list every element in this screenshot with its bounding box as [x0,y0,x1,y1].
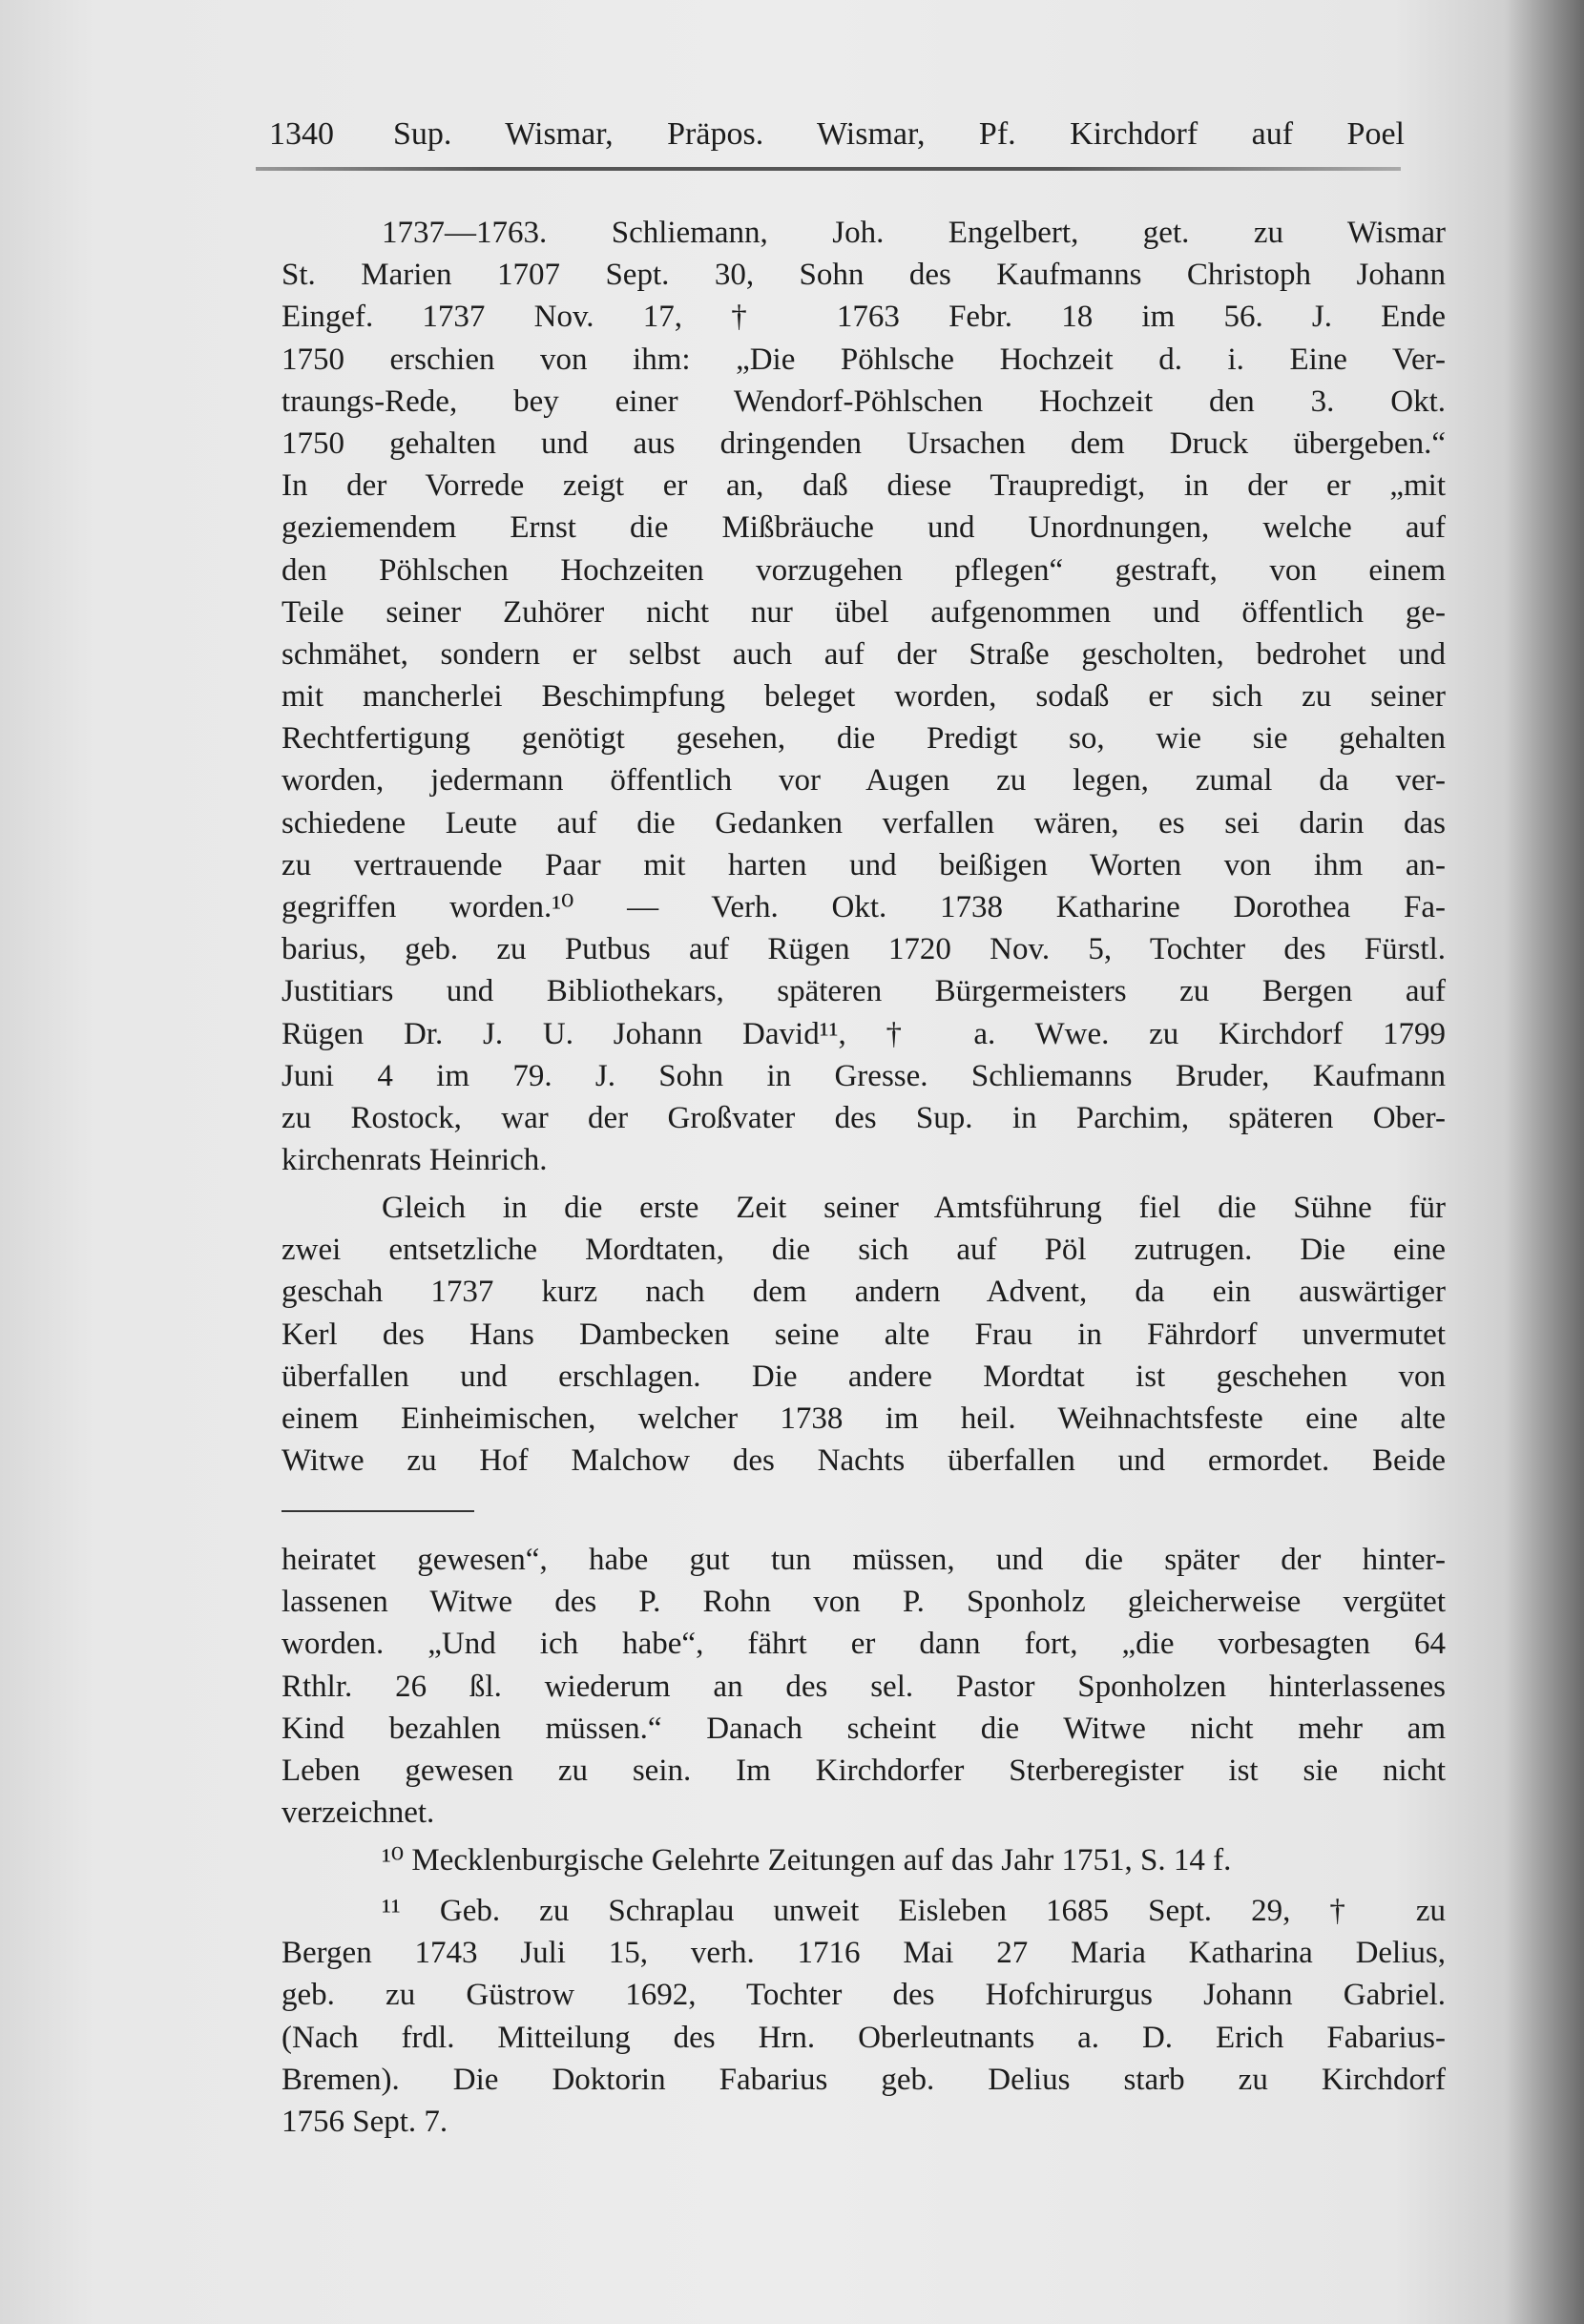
text-line: Bergen 1743 Juli 15, verh. 1716 Mai 27 Maria Katharina Delius, [281,1936,1446,1971]
text-line: zu vertrauende Paar mit harten und beißigen Worten von ihm an- [281,847,1446,882]
text-line: schmähet, sondern er selbst auch auf der Straße gescholten, bedrohet und [281,636,1446,672]
page-number: 1340 [269,116,334,152]
text-line: barius, geb. zu Putbus auf Rügen 1720 Nov. 5, Tochter des Fürstl. [281,932,1446,967]
text-line: worden, jedermann öffentlich vor Augen zu legen, zumal da ver- [281,763,1446,799]
text-line: den Pöhlschen Hochzeiten vorzugehen pflegen“ gestraft, von einem [281,552,1446,588]
text-line: Witwe zu Hof Malchow des Nachts überfallen und ermordet. Beide [281,1443,1446,1479]
text-line: schiedene Leute auf die Gedanken verfallen wären, es sei darin das [281,805,1446,840]
footnote-11 [281,1890,1446,2143]
text-line: 1750 gehalten und aus dringenden Ursachen dem Druck übergeben.“ [281,425,1446,461]
text-line: In der Vorrede zeigt er an, daß diese Traupredigt, in der er „mit [281,468,1446,504]
text-line: St. Marien 1707 Sept. 30, Sohn des Kaufmanns Christoph Johann [281,258,1446,293]
text-line: verzeichnet. [281,1795,435,1831]
text-line: Justitiars und Bibliothekars, späteren Bürgermeisters zu Bergen auf [281,974,1446,1009]
running-title: Sup. Wismar, Präpos. Wismar, Pf. Kirchdorf auf Poel [393,116,1405,152]
text-line: geschah 1737 kurz nach dem andern Advent, da ein auswärtiger [281,1275,1446,1310]
footnote-continuation [281,1539,1446,1834]
footnote-divider [281,1510,474,1512]
text-line: zwei entsetzliche Mordtaten, die sich auf Pöl zutrugen. Die eine [281,1233,1446,1268]
text-line: mit mancherlei Beschimpfung beleget worden, sodaß er sich zu seiner [281,679,1446,715]
header-rule [256,167,1401,171]
text-line: kirchenrats Heinrich. [281,1143,548,1178]
text-line: Eingef. 1737 Nov. 17, † 1763 Febr. 18 im 56. J. Ende [281,300,1446,335]
text-line: 1750 erschien von ihm: „Die Pöhlsche Hochzeit d. i. Eine Ver- [281,342,1446,377]
text-line: lassenen Witwe des P. Rohn von P. Sponholz gleicherweise vergütet [281,1585,1446,1620]
text-line: zu Rostock, war der Großvater des Sup. in Parchim, späteren Ober- [281,1100,1446,1135]
page-header [269,116,1405,164]
text-line: ¹¹ Geb. zu Schraplau unweit Eisleben 1685 Sept. 29, † zu [382,1894,1446,1928]
text-line: 1756 Sept. 7. [281,2104,448,2139]
text-line: Teile seiner Zuhörer nicht nur übel aufgenommen und öffentlich ge- [281,594,1446,630]
text-line: (Nach frdl. Mitteilung des Hrn. Oberleutnants a. D. Erich Fabarius- [281,2020,1446,2055]
text-line: 1737—1763. Schliemann, Joh. Engelbert, get. zu Wismar [382,216,1446,250]
paragraph-mordtaten [281,1187,1446,1482]
text-line: geziemendem Ernst die Mißbräuche und Unordnungen, welche auf [281,510,1446,546]
footnote-10 [281,1839,1446,1881]
text-line: Kind bezahlen müssen.“ Danach scheint die Witwe nicht mehr am [281,1711,1446,1746]
text-line: gegriffen worden.¹⁰ — Verh. Okt. 1738 Katharine Dorothea Fa- [281,890,1446,924]
paragraph-schliemann [281,212,1446,1181]
text-line: Bremen). Die Doktorin Fabarius geb. Delius starb zu Kirchdorf [281,2062,1446,2097]
text-line: geb. zu Güstrow 1692, Tochter des Hofchirurgus Johann Gabriel. [281,1978,1446,2013]
text-line: Gleich in die erste Zeit seiner Amtsführung fiel die Sühne für [382,1191,1446,1225]
text-line: überfallen und erschlagen. Die andere Mordtat ist geschehen von [281,1359,1446,1394]
text-line: Leben gewesen zu sein. Im Kirchdorfer Sterberegister ist sie nicht [281,1753,1446,1788]
text-line: worden. „Und ich habe“, fährt er dann fort, „die vorbesagten 64 [281,1627,1446,1662]
text-line: Rechtfertigung genötigt gesehen, die Predigt so, wie sie gehalten [281,721,1446,757]
text-line: Juni 4 im 79. J. Sohn in Gresse. Schliemanns Bruder, Kaufmann [281,1058,1446,1093]
text-line: heiratet gewesen“, habe gut tun müssen, und die später der hinter- [281,1543,1446,1577]
text-line: Rügen Dr. J. U. Johann David¹¹, † a. Wwe. zu Kirchdorf 1799 [281,1016,1446,1051]
text-line: Kerl des Hans Dambecken seine alte Frau in Fährdorf unvermutet [281,1317,1446,1352]
text-line: Rthlr. 26 ßl. wiederum an des sel. Pastor Sponholzen hinterlassenes [281,1669,1446,1704]
text-line: ¹⁰ Mecklenburgische Gelehrte Zeitungen auf das Jahr 1751, S. 14 f. [382,1843,1232,1878]
text-line: einem Einheimischen, welcher 1738 im heil. Weihnachtsfeste eine alte [281,1401,1446,1436]
text-line: traungs-Rede, bey einer Wendorf-Pöhlschen Hochzeit den 3. Okt. [281,384,1446,419]
